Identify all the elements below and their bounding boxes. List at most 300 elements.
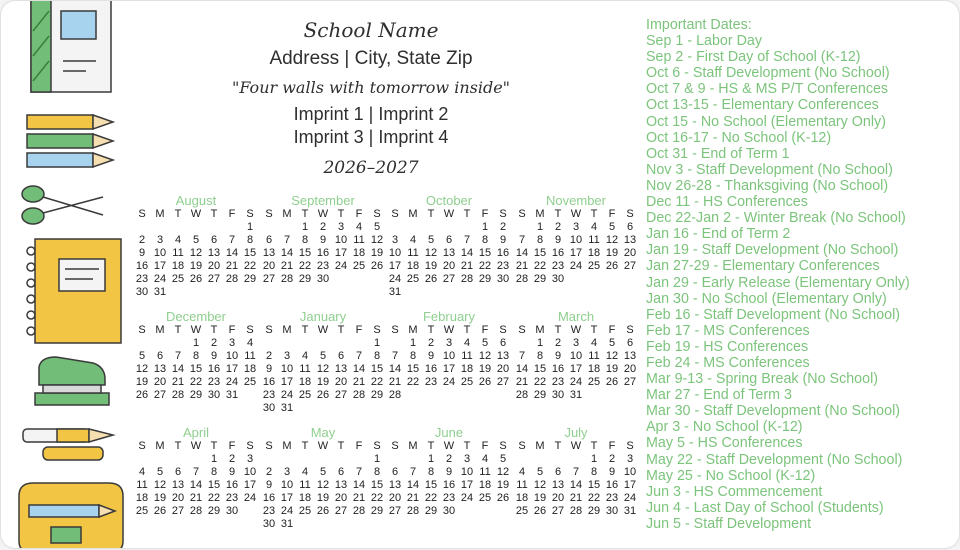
day-cell: 7 xyxy=(572,466,580,478)
day-cell: 6 xyxy=(174,466,182,478)
important-date-item: Oct 6 - Staff Development (No School) xyxy=(646,65,890,82)
day-cell: 6 xyxy=(499,337,507,349)
pen-icon xyxy=(23,429,113,460)
day-cell: 1 xyxy=(210,453,218,465)
important-date-item: Oct 13-15 - Elementary Conferences xyxy=(646,97,879,114)
day-cell: 20 xyxy=(153,376,167,388)
weekday-label: F xyxy=(481,440,489,452)
day-cell: 17 xyxy=(388,260,402,272)
day-cell: 12 xyxy=(424,247,438,259)
day-cell: 24 xyxy=(153,273,167,285)
day-cell: 15 xyxy=(189,363,203,375)
weekday-label: M xyxy=(282,208,292,220)
day-cell: 3 xyxy=(156,234,164,246)
day-cell: 8 xyxy=(590,466,598,478)
day-cell: 10 xyxy=(280,479,294,491)
day-cell xyxy=(404,286,422,299)
day-cell: 30 xyxy=(442,505,456,517)
day-cell: 10 xyxy=(280,363,294,375)
day-cell: 19 xyxy=(316,492,330,504)
day-cell: 2 xyxy=(499,221,507,233)
weekday-label: T xyxy=(554,208,562,220)
day-cell xyxy=(260,221,278,234)
day-cell: 12 xyxy=(153,479,167,491)
weekday-label: W xyxy=(190,440,202,452)
day-cell xyxy=(350,273,368,286)
weekday-label: S xyxy=(373,324,381,336)
day-cell: 4 xyxy=(481,453,489,465)
day-cell xyxy=(458,505,476,518)
day-cell: 14 xyxy=(352,479,366,491)
day-cell: 3 xyxy=(391,234,399,246)
day-cell: 24 xyxy=(225,376,239,388)
day-cell xyxy=(332,337,350,350)
day-cell: 20 xyxy=(496,363,510,375)
day-cell: 18 xyxy=(352,247,366,259)
day-cell: 2 xyxy=(427,337,435,349)
weekday-label: F xyxy=(355,208,363,220)
day-cell: 10 xyxy=(225,350,239,362)
day-cell: 26 xyxy=(316,505,330,517)
day-cell: 1 xyxy=(590,453,598,465)
important-date-item: Feb 16 - Staff Development (No School) xyxy=(646,306,901,323)
important-date-item: May 22 - Staff Development (No School) xyxy=(646,451,903,468)
day-cell: 17 xyxy=(623,479,637,491)
day-cell: 2 xyxy=(554,337,562,349)
day-cell: 11 xyxy=(516,479,528,491)
day-cell: 13 xyxy=(623,234,637,246)
day-cell: 7 xyxy=(174,350,182,362)
month-grid xyxy=(513,324,639,402)
important-date-item: Jan 27-29 - Elementary Conferences xyxy=(646,258,880,275)
day-cell xyxy=(350,337,368,350)
day-cell xyxy=(314,402,332,415)
important-date-item: Mar 27 - End of Term 3 xyxy=(646,387,792,404)
day-cell xyxy=(151,453,169,466)
day-cell: 28 xyxy=(515,273,529,285)
weekday-label: S xyxy=(391,324,399,336)
month-october xyxy=(386,194,512,299)
day-cell: 14 xyxy=(388,363,402,375)
day-cell: 4 xyxy=(518,466,526,478)
calendar-card xyxy=(1,1,959,548)
weekday-label: S xyxy=(499,440,507,452)
day-cell: 4 xyxy=(409,234,417,246)
day-cell xyxy=(422,389,440,402)
day-cell: 16 xyxy=(316,247,330,259)
day-cell xyxy=(458,286,476,299)
day-cell: 20 xyxy=(207,260,221,272)
weekday-label: W xyxy=(443,324,455,336)
day-cell: 28 xyxy=(352,505,366,517)
day-cell: 9 xyxy=(499,234,507,246)
day-cell: 11 xyxy=(353,234,365,246)
day-cell: 24 xyxy=(280,389,294,401)
day-cell: 15 xyxy=(298,247,312,259)
day-cell: 11 xyxy=(299,363,311,375)
day-cell xyxy=(621,389,639,402)
day-cell: 9 xyxy=(265,363,273,375)
day-cell xyxy=(422,286,440,299)
month-may xyxy=(260,426,386,531)
important-date-item: Sep 2 - First Day of School (K-12) xyxy=(646,49,861,66)
day-cell xyxy=(513,453,531,466)
day-cell xyxy=(151,337,169,350)
day-cell: 20 xyxy=(171,492,185,504)
day-cell: 30 xyxy=(262,518,276,530)
day-cell xyxy=(296,518,314,531)
day-cell xyxy=(476,505,494,518)
day-cell: 3 xyxy=(445,337,453,349)
weekday-label: T xyxy=(174,324,182,336)
weekday-label: M xyxy=(408,208,418,220)
day-cell: 16 xyxy=(135,260,149,272)
day-cell: 1 xyxy=(536,337,544,349)
month-january xyxy=(260,310,386,415)
day-cell: 1 xyxy=(536,221,544,233)
important-date-item: Feb 17 - MS Conferences xyxy=(646,322,810,339)
important-date-item: Oct 7 & 9 - HS & MS P/T Conferences xyxy=(646,81,889,98)
day-cell: 2 xyxy=(608,453,616,465)
day-cell xyxy=(494,505,512,518)
day-cell: 18 xyxy=(298,376,312,388)
day-cell: 17 xyxy=(334,247,348,259)
day-cell: 30 xyxy=(605,505,619,517)
day-cell: 21 xyxy=(388,376,402,388)
day-cell: 22 xyxy=(243,260,257,272)
month-august xyxy=(133,194,259,299)
day-cell: 12 xyxy=(533,479,547,491)
day-cell xyxy=(278,337,296,350)
day-cell xyxy=(567,273,585,286)
day-cell: 15 xyxy=(587,479,601,491)
day-cell: 1 xyxy=(373,337,381,349)
day-cell: 4 xyxy=(138,466,146,478)
day-cell: 7 xyxy=(518,350,526,362)
month-grid xyxy=(386,324,512,402)
day-cell: 9 xyxy=(608,466,616,478)
day-cell: 24 xyxy=(442,376,456,388)
day-cell: 31 xyxy=(280,402,294,414)
day-cell: 21 xyxy=(280,260,294,272)
month-july xyxy=(513,426,639,518)
weekday-label: S xyxy=(246,440,254,452)
day-cell: 23 xyxy=(496,260,510,272)
day-cell: 4 xyxy=(463,337,471,349)
day-cell xyxy=(187,453,205,466)
day-cell: 26 xyxy=(316,389,330,401)
day-cell: 15 xyxy=(406,363,420,375)
day-cell: 20 xyxy=(623,363,637,375)
day-cell: 13 xyxy=(262,247,276,259)
month-name: February xyxy=(422,309,476,324)
day-cell xyxy=(350,402,368,415)
day-cell: 15 xyxy=(370,363,384,375)
month-name: June xyxy=(434,425,464,440)
day-cell: 3 xyxy=(283,350,291,362)
day-cell xyxy=(223,221,241,234)
day-cell: 14 xyxy=(189,479,203,491)
day-cell xyxy=(332,273,350,286)
day-cell: 30 xyxy=(551,273,565,285)
day-cell: 21 xyxy=(189,492,203,504)
day-cell: 14 xyxy=(352,363,366,375)
day-cell xyxy=(368,518,386,531)
weekday-label: T xyxy=(427,440,435,452)
day-cell: 18 xyxy=(460,363,474,375)
day-cell xyxy=(440,221,458,234)
day-cell: 5 xyxy=(481,337,489,349)
day-cell xyxy=(386,453,404,466)
weekday-label: T xyxy=(210,440,218,452)
weekday-label: S xyxy=(265,324,273,336)
day-cell: 5 xyxy=(373,221,381,233)
important-date-item: Sep 1 - Labor Day xyxy=(646,33,763,50)
weekday-label: W xyxy=(317,324,329,336)
day-cell: 25 xyxy=(171,273,185,285)
day-cell xyxy=(603,389,621,402)
day-cell: 25 xyxy=(460,376,474,388)
day-cell: 1 xyxy=(246,221,254,233)
day-cell: 7 xyxy=(463,234,471,246)
day-cell: 28 xyxy=(460,273,474,285)
day-cell: 16 xyxy=(496,247,510,259)
weekday-label: T xyxy=(174,440,182,452)
month-name: April xyxy=(182,425,209,440)
day-cell: 30 xyxy=(316,273,330,285)
day-cell: 3 xyxy=(626,453,634,465)
day-cell: 16 xyxy=(605,479,619,491)
weekday-label: T xyxy=(301,440,309,452)
day-cell: 30 xyxy=(262,402,276,414)
weekday-label: F xyxy=(608,324,616,336)
important-date-item: Mar 9-13 - Spring Break (No School) xyxy=(646,371,879,388)
day-cell xyxy=(350,453,368,466)
day-cell: 31 xyxy=(153,286,167,298)
day-cell: 29 xyxy=(243,273,257,285)
important-date-item: Apr 3 - No School (K-12) xyxy=(646,419,803,436)
day-cell: 24 xyxy=(280,505,294,517)
day-cell: 22 xyxy=(533,260,547,272)
month-april xyxy=(133,426,259,518)
month-name: January xyxy=(299,309,347,324)
day-cell: 14 xyxy=(569,479,583,491)
day-cell: 20 xyxy=(551,492,565,504)
day-cell: 26 xyxy=(189,273,203,285)
day-cell: 2 xyxy=(265,350,273,362)
weekday-label: W xyxy=(443,440,455,452)
day-cell: 16 xyxy=(262,376,276,388)
day-cell: 27 xyxy=(551,505,565,517)
day-cell: 29 xyxy=(298,273,312,285)
day-cell: 24 xyxy=(569,260,583,272)
day-cell xyxy=(531,453,549,466)
day-cell: 4 xyxy=(174,234,182,246)
day-cell: 29 xyxy=(370,505,384,517)
important-date-item: Nov 3 - Staff Development (No School) xyxy=(646,161,893,178)
weekday-label: T xyxy=(463,324,471,336)
day-cell xyxy=(169,286,187,299)
month-name: September xyxy=(291,193,355,208)
day-cell: 23 xyxy=(442,492,456,504)
weekday-label: F xyxy=(228,440,236,452)
day-cell: 12 xyxy=(605,350,619,362)
day-cell xyxy=(404,389,422,402)
day-cell: 30 xyxy=(225,505,239,517)
day-cell xyxy=(278,221,296,234)
day-cell: 25 xyxy=(135,505,149,517)
month-grid xyxy=(513,440,639,518)
school-year: 2026–2027 xyxy=(323,158,419,178)
weekday-label: W xyxy=(190,324,202,336)
day-cell: 9 xyxy=(265,479,273,491)
day-cell xyxy=(241,286,259,299)
day-cell: 19 xyxy=(605,247,619,259)
day-cell: 22 xyxy=(298,260,312,272)
day-cell: 13 xyxy=(334,479,348,491)
scissors-icon xyxy=(22,186,103,224)
weekday-label: M xyxy=(535,440,545,452)
day-cell: 26 xyxy=(605,376,619,388)
day-cell: 13 xyxy=(496,350,510,362)
day-cell: 11 xyxy=(299,479,311,491)
day-cell: 24 xyxy=(334,260,348,272)
pencil-case-icon xyxy=(19,483,123,548)
day-cell: 26 xyxy=(478,376,492,388)
important-date-item: Jan 19 - Staff Development (No School) xyxy=(646,242,899,259)
day-cell xyxy=(404,221,422,234)
day-cell: 20 xyxy=(262,260,276,272)
school-name: School Name xyxy=(303,18,439,42)
weekday-label: F xyxy=(481,324,489,336)
day-cell: 12 xyxy=(478,350,492,362)
day-cell: 2 xyxy=(228,453,236,465)
day-cell: 8 xyxy=(210,466,218,478)
month-grid xyxy=(513,208,639,286)
day-cell: 19 xyxy=(153,492,167,504)
day-cell: 29 xyxy=(478,273,492,285)
day-cell: 6 xyxy=(445,234,453,246)
day-cell: 21 xyxy=(515,376,529,388)
day-cell: 3 xyxy=(572,221,580,233)
important-date-item: Dec 22-Jan 2 - Winter Break (No School) xyxy=(646,210,906,227)
day-cell: 26 xyxy=(496,492,510,504)
day-cell: 26 xyxy=(153,505,167,517)
day-cell: 27 xyxy=(334,505,348,517)
month-grid xyxy=(133,440,259,518)
day-cell: 28 xyxy=(225,273,239,285)
weekday-label: T xyxy=(427,208,435,220)
weekday-label: S xyxy=(246,324,254,336)
day-cell: 20 xyxy=(388,492,402,504)
day-cell: 27 xyxy=(334,389,348,401)
day-cell: 27 xyxy=(171,505,185,517)
day-cell: 27 xyxy=(153,389,167,401)
day-cell xyxy=(151,221,169,234)
day-cell: 23 xyxy=(135,273,149,285)
weekday-label: S xyxy=(499,324,507,336)
weekday-label: F xyxy=(355,440,363,452)
day-cell: 28 xyxy=(171,389,185,401)
day-cell: 22 xyxy=(406,376,420,388)
weekday-label: W xyxy=(443,208,455,220)
month-december xyxy=(133,310,259,402)
day-cell: 11 xyxy=(172,247,184,259)
day-cell xyxy=(621,273,639,286)
day-cell: 5 xyxy=(499,453,507,465)
day-cell: 9 xyxy=(228,466,236,478)
day-cell: 18 xyxy=(243,363,257,375)
weekday-label: T xyxy=(463,440,471,452)
day-cell xyxy=(314,337,332,350)
day-cell: 2 xyxy=(210,337,218,349)
day-cell: 27 xyxy=(496,376,510,388)
day-cell: 31 xyxy=(280,518,294,530)
weekday-label: M xyxy=(408,324,418,336)
day-cell: 27 xyxy=(388,505,402,517)
day-cell: 12 xyxy=(316,479,330,491)
weekday-label: T xyxy=(427,324,435,336)
weekday-label: M xyxy=(535,208,545,220)
day-cell: 6 xyxy=(210,234,218,246)
day-cell: 23 xyxy=(551,376,565,388)
pencils-icon xyxy=(27,115,113,167)
weekday-label: T xyxy=(174,208,182,220)
day-cell: 15 xyxy=(478,247,492,259)
month-september xyxy=(260,194,386,286)
day-cell xyxy=(260,453,278,466)
day-cell: 9 xyxy=(138,247,146,259)
important-date-item: Feb 19 - HS Conferences xyxy=(646,338,809,355)
day-cell: 5 xyxy=(536,466,544,478)
day-cell: 27 xyxy=(442,273,456,285)
day-cell: 24 xyxy=(569,376,583,388)
day-cell: 13 xyxy=(442,247,456,259)
day-cell: 10 xyxy=(153,247,167,259)
important-date-item: Feb 24 - MS Conferences xyxy=(646,354,810,371)
important-date-item: May 5 - HS Conferences xyxy=(646,435,803,452)
day-cell xyxy=(296,402,314,415)
day-cell: 17 xyxy=(280,376,294,388)
stapler-icon xyxy=(35,357,109,405)
day-cell xyxy=(169,221,187,234)
important-date-item: Jun 5 - Staff Development xyxy=(646,515,812,532)
day-cell xyxy=(458,221,476,234)
important-date-item: Oct 31 - End of Term 1 xyxy=(646,145,790,162)
day-cell: 5 xyxy=(192,234,200,246)
weekday-label: S xyxy=(518,324,526,336)
day-cell: 19 xyxy=(533,492,547,504)
day-cell: 6 xyxy=(337,466,345,478)
day-cell: 1 xyxy=(301,221,309,233)
important-date-item: Jun 3 - HS Commencement xyxy=(646,483,823,500)
day-cell: 6 xyxy=(626,337,634,349)
day-cell: 29 xyxy=(587,505,601,517)
day-cell: 27 xyxy=(207,273,221,285)
weekday-label: S xyxy=(626,324,634,336)
day-cell: 26 xyxy=(370,260,384,272)
day-cell: 28 xyxy=(406,505,420,517)
day-cell: 11 xyxy=(588,350,600,362)
day-cell: 6 xyxy=(337,350,345,362)
day-cell: 3 xyxy=(337,221,345,233)
day-cell: 9 xyxy=(427,350,435,362)
day-cell: 2 xyxy=(138,234,146,246)
day-cell: 27 xyxy=(262,273,276,285)
weekday-label: W xyxy=(317,440,329,452)
weekday-label: W xyxy=(570,324,582,336)
day-cell: 28 xyxy=(189,505,203,517)
